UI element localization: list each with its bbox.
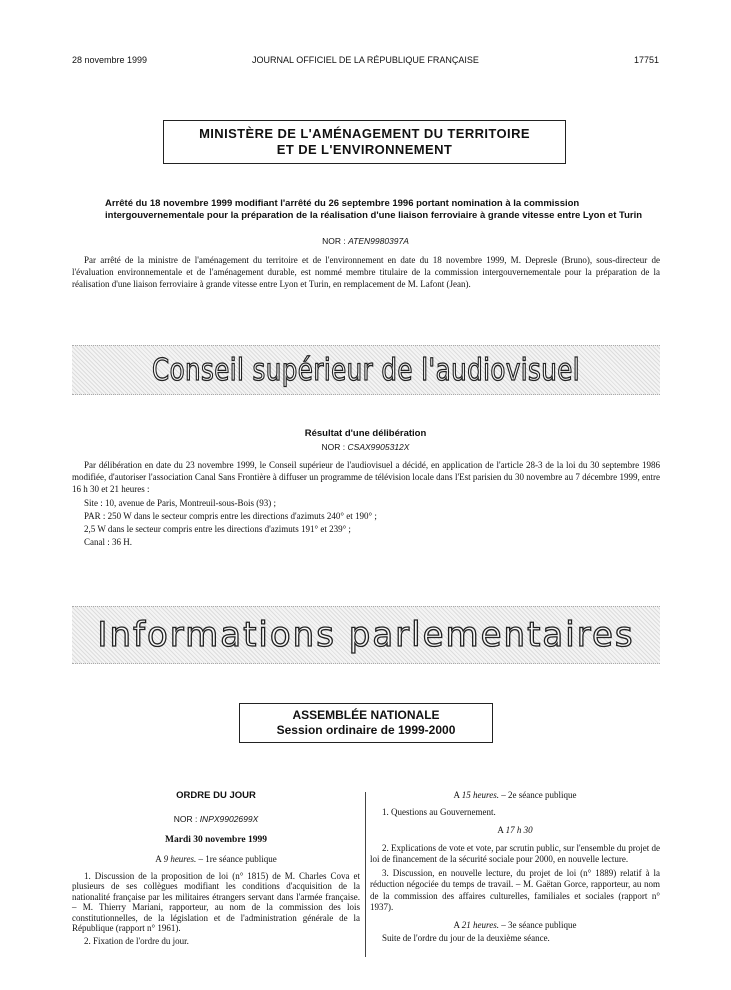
agenda-nor: [72, 814, 360, 824]
deliberation-items: [84, 497, 660, 549]
journal-title: JOURNAL OFFICIEL DE LA RÉPUBLIQUE FRANÇAISE: [252, 55, 479, 65]
nor-code: ATEN9980397A: [348, 236, 409, 246]
agenda-day: Mardi 30 novembre 1999: [165, 835, 267, 845]
agenda-right-column: [370, 790, 660, 945]
nor-code: CSAX9905312X: [347, 442, 410, 452]
nor-label: NOR :: [322, 236, 346, 246]
assembly-heading-box: [239, 703, 493, 743]
csa-nor: [0, 442, 731, 452]
session-title: Session ordinaire de 1999-2000: [276, 723, 456, 737]
session-1-label: – 1re séance publique: [198, 854, 277, 864]
ministry-heading-box: [163, 120, 566, 164]
agenda-title: ORDRE DU JOUR: [176, 790, 256, 801]
assembly-title: ASSEMBLÉE NATIONALE: [292, 708, 440, 722]
nor-code: INPX9902699X: [199, 814, 259, 824]
page-number: 17751: [633, 55, 659, 65]
arrete-nor: [0, 236, 731, 246]
csa-banner-title: Conseil supérieur de l'audiovisuel: [151, 352, 581, 388]
arrete-body: Par arrêté de la ministre de l'aménagement du territoire et de l'environnement en date du 18 novembre 1999, M. Depresle (Bruno), sous-directeur de l'évaluation environnementale et de l'aménagement durable, est nommé membre titulaire de la commission intergouvernementale pour la préparation de la réalisation d'une liaison ferroviaire à grande vitesse entre Lyon et Turin, en remplacement de M. Lafont (Jean).: [72, 255, 660, 289]
agenda-item-2: 2. Fixation de l'ordre du jour.: [84, 935, 189, 946]
session-2-time: 15 heures.: [461, 790, 499, 800]
session-2-heading: A 15 heures. – 2e séance publique: [453, 790, 577, 800]
deliberation-body: Par délibération en date du 23 novembre 1999, le Conseil supérieur de l'audiovisuel a décidé, en application de l'article 28-3 de la loi du 30 septembre 1986 modifiée, d'autoriser l'association Canal Sans Frontière à diffuser un programme de télévision locale dans l'Est parisien du 30 novembre au 7 décembre 1999, entre 16 h 30 et 21 heures :: [72, 460, 660, 494]
nor-label: NOR :: [321, 442, 346, 452]
agenda-item-r3: 3. Discussion, en nouvelle lecture, du projet de loi (n° 1889) relatif à la réduction négociée du temps de travail. – M. Gaëtan Gorce, rapporteur, au nom de la commission des affaires culturelles, familiales et sociales (rapport n° 1937).: [370, 867, 660, 912]
ministry-line-2: ET DE L'ENVIRONNEMENT: [276, 142, 453, 157]
column-divider: [365, 792, 366, 957]
list-item: 2,5 W dans le secteur compris entre les directions d'azimuts 191° et 239° ;: [84, 524, 351, 534]
csa-banner: [72, 345, 660, 395]
session-3-label: – 3e séance publique: [501, 919, 577, 930]
ministry-line-1: MINISTÈRE DE L'AMÉNAGEMENT DU TERRITOIRE: [199, 126, 530, 141]
parliament-banner: [72, 606, 660, 664]
parliament-banner-title: Informations parlementaires: [97, 615, 635, 655]
list-item: Canal : 36 H.: [84, 537, 132, 547]
session-2-subtime: A 17 h 30: [497, 825, 533, 835]
deliberation-title: Résultat d'une délibération: [304, 428, 427, 439]
arrete-title: Arrêté du 18 novembre 1999 modifiant l'arrêté du 26 septembre 1996 portant nomination à la commission intergouvernementale pour la préparation de la réalisation d'une liaison ferroviaire à grande vitesse entre Lyon et Turin: [105, 198, 643, 221]
agenda-item-r4: Suite de l'ordre du jour de la deuxième séance.: [382, 933, 550, 943]
list-item: PAR : 250 W dans le secteur compris entre les directions d'azimuts 240° et 190° ;: [84, 511, 377, 521]
session-3-heading: A 21 heures. – 3e séance publique: [453, 919, 577, 930]
subtime-value: 17 h 30: [505, 825, 533, 835]
agenda-item-1: 1. Discussion de la proposition de loi (n° 1815) de M. Charles Cova et plusieurs de ses collègues modifiant les conditions d'acquisition de la nationalité française par les militaires étrangers servant dans l'armée française. – M. Thierry Mariani, rapporteur, au nom de la commission des lois constitutionnelles, de la législation et de l'administration générale de la République (rapport n° 1961).: [72, 870, 360, 933]
agenda-item-r1: 1. Questions au Gouvernement.: [382, 806, 496, 817]
session-1-heading: A 9 heures. – 1re séance publique: [155, 854, 277, 864]
list-item: Site : 10, avenue de Paris, Montreuil-sous-Bois (93) ;: [84, 498, 276, 508]
nor-label: NOR :: [173, 814, 198, 824]
session-2-label: – 2e séance publique: [501, 790, 577, 800]
session-3-time: 21 heures.: [461, 919, 499, 930]
header-date: 28 novembre 1999: [72, 55, 148, 65]
agenda-item-r2: 2. Explications de vote et vote, par scrutin public, sur l'ensemble du projet de loi de financement de la sécurité sociale pour 2000, en nouvelle lecture.: [370, 842, 660, 864]
session-1-time: 9 heures.: [163, 854, 197, 864]
agenda-left-column: [72, 790, 360, 947]
